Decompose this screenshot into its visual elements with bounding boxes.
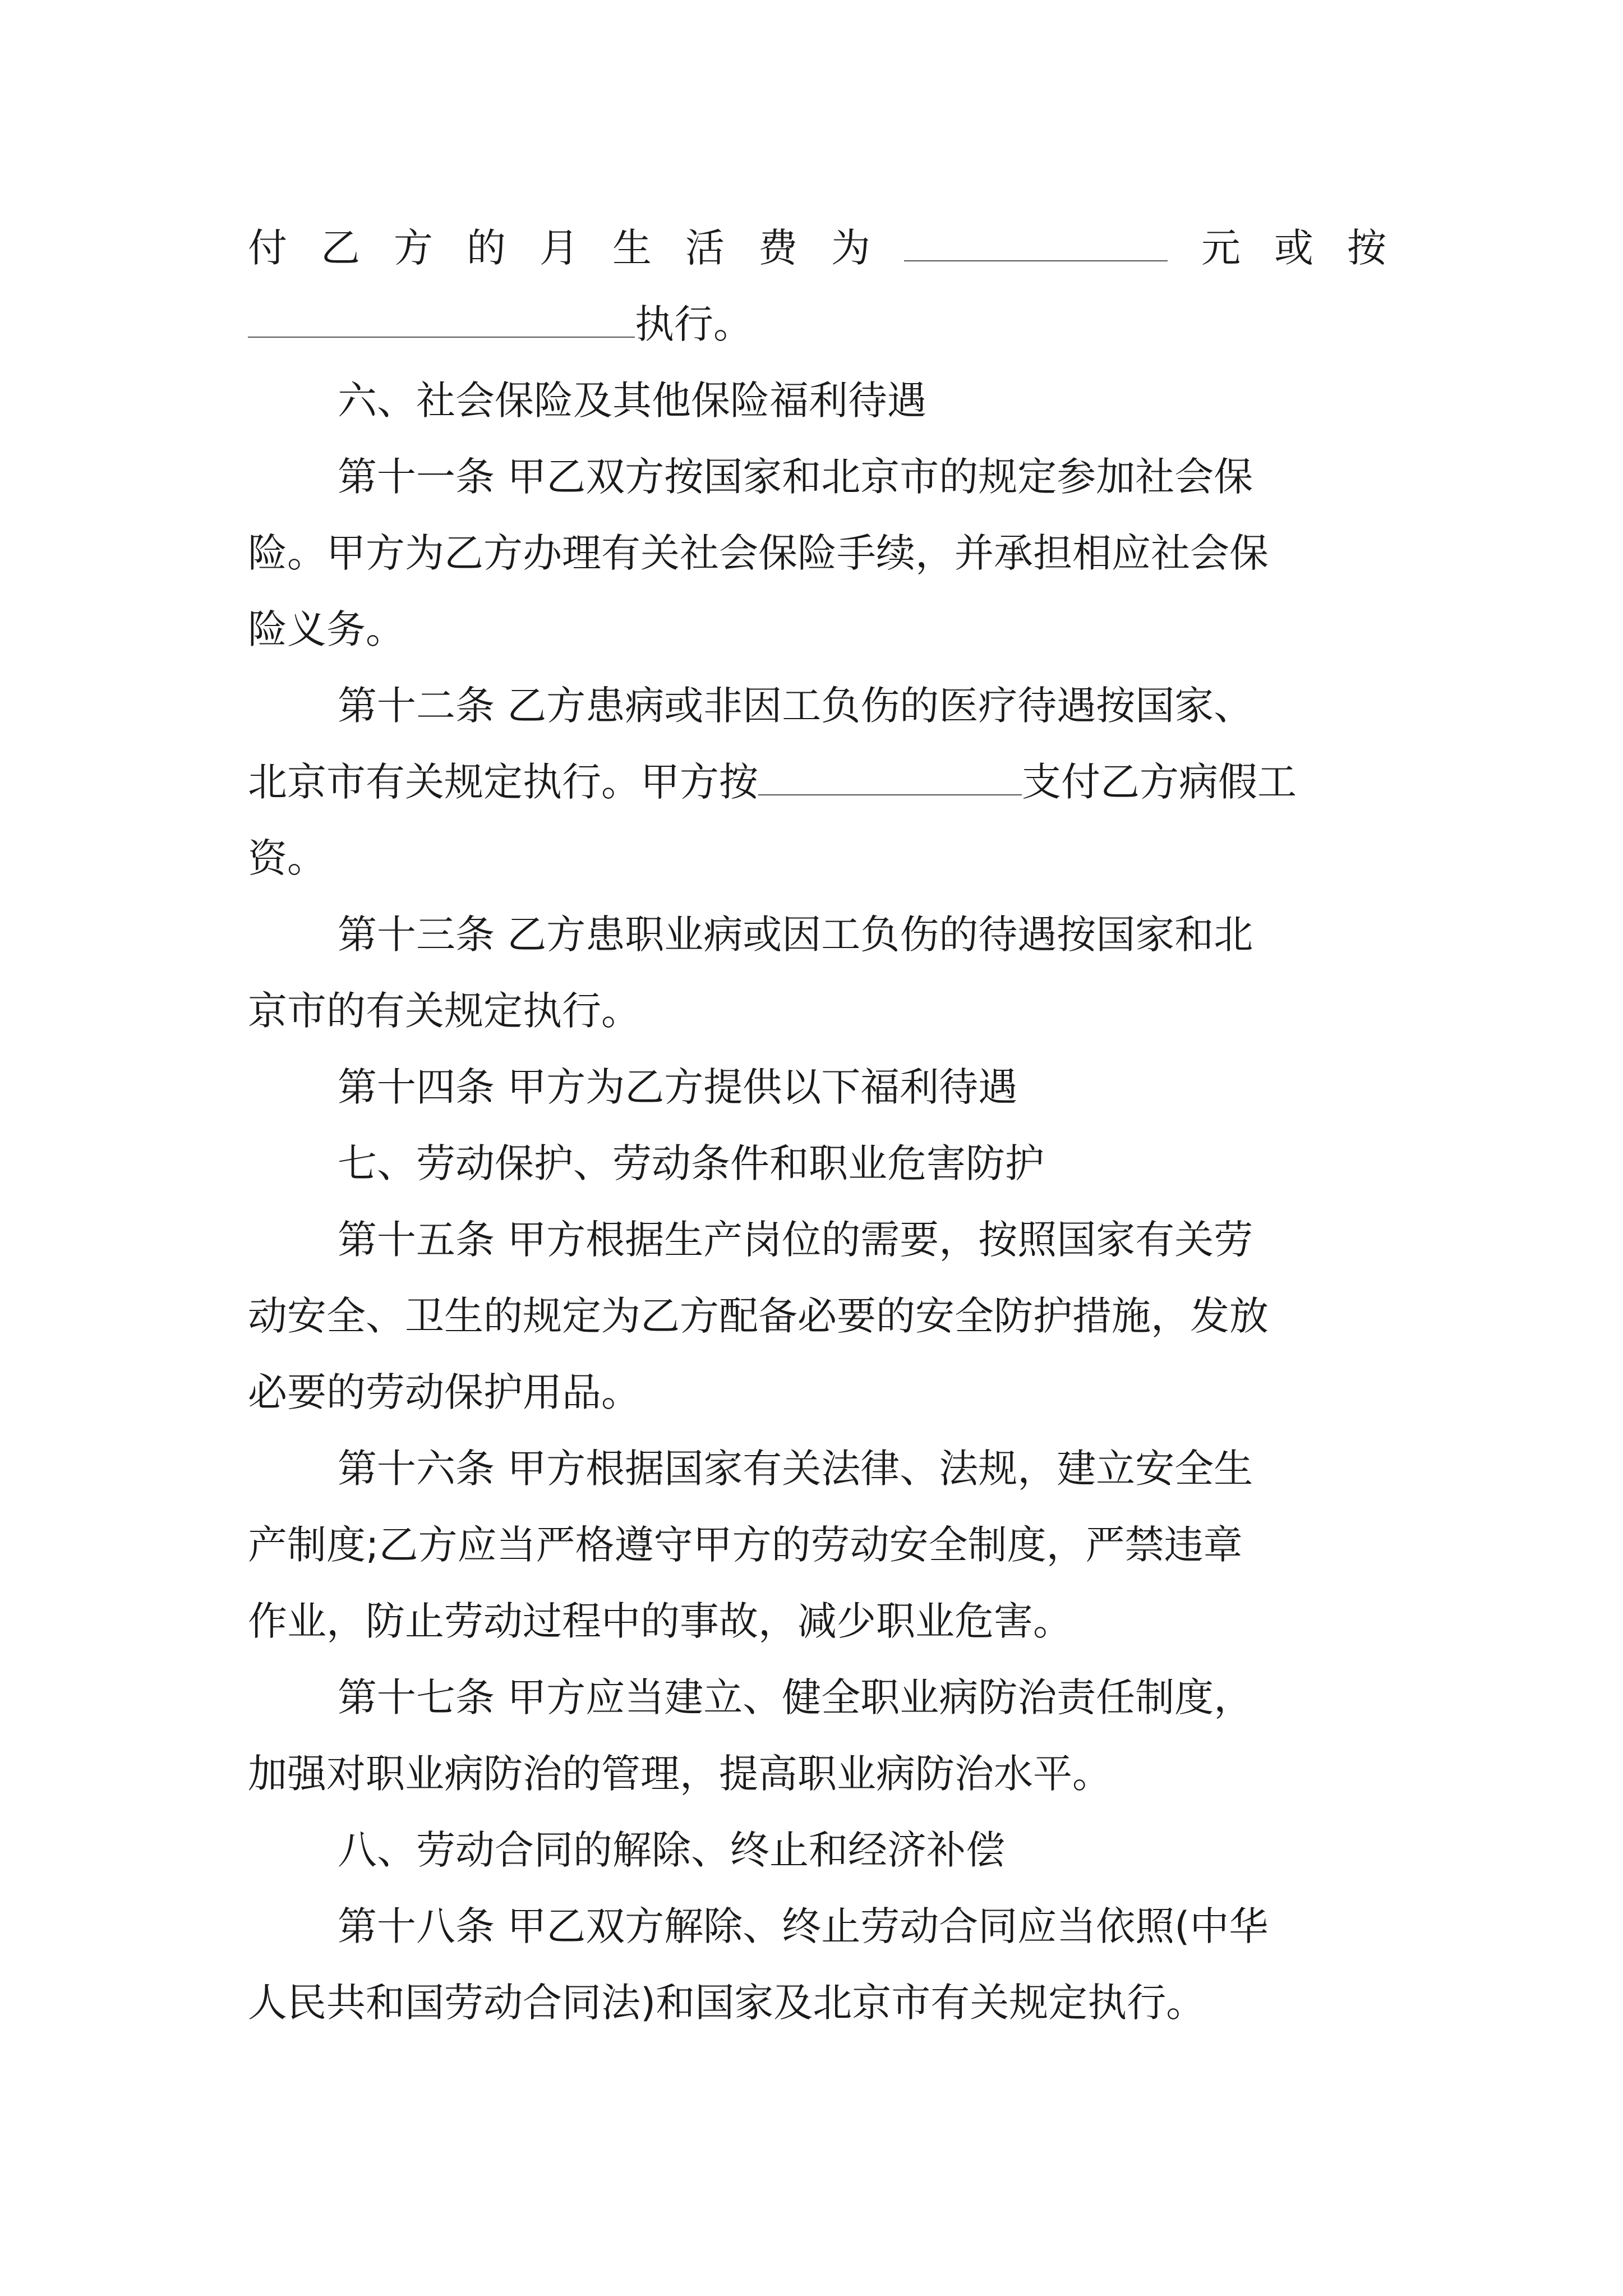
paragraph-line: 第十三条 乙方患职业病或因工负伤的待遇按国家和北: [338, 912, 1253, 958]
text-segment: 支付乙方病假工: [1022, 759, 1297, 805]
paragraph-line: 资。: [248, 835, 326, 881]
paragraph-line: 人民共和国劳动合同法)和国家及北京市有关规定执行。: [248, 1980, 1206, 2026]
paragraph-line: 第十五条 甲方根据生产岗位的需要，按照国家有关劳: [338, 1217, 1253, 1263]
text-char: 或: [1274, 225, 1313, 271]
paragraph-line: 作业，防止劳动过程中的事故，减少职业危害。: [248, 1598, 1072, 1644]
paragraph-line: 京市的有关规定执行。: [248, 988, 640, 1034]
paragraph-line: 第十四条 甲方为乙方提供以下福利待遇: [338, 1064, 1018, 1110]
paragraph-line: 第十一条 甲乙双方按国家和北京市的规定参加社会保: [338, 454, 1253, 500]
paragraph-line: 必要的劳动保护用品。: [248, 1369, 640, 1415]
text-line: [248, 210, 1386, 286]
fill-in-blank: [248, 304, 635, 338]
text-char: 活: [685, 225, 725, 271]
section-heading: 八、劳动合同的解除、终止和经济补偿: [338, 1827, 1005, 1873]
text-char: 方: [394, 225, 433, 271]
paragraph-line: 第十七条 甲方应当建立、健全职业病防治责任制度，: [338, 1674, 1253, 1720]
text-segment: 北京市有关规定执行。甲方按: [248, 759, 758, 805]
text-char: 元: [1201, 225, 1241, 271]
text-char: 乙: [321, 225, 360, 271]
text-segment: 执行。: [635, 301, 753, 347]
section-heading: 七、劳动保护、劳动条件和职业危害防护: [338, 1140, 1044, 1186]
paragraph-line: [248, 744, 1386, 820]
text-char: 按: [1347, 225, 1386, 271]
section-heading: 六、社会保险及其他保险福利待遇: [338, 378, 926, 424]
paragraph-line: 动安全、卫生的规定为乙方配备必要的安全防护措施，发放: [248, 1293, 1269, 1339]
text-char: 费: [758, 225, 797, 271]
paragraph-line: 加强对职业病防治的管理，提高职业病防治水平。: [248, 1751, 1112, 1797]
paragraph-line: 第十二条 乙方患病或非因工负伤的医疗待遇按国家、: [338, 683, 1253, 729]
paragraph-line: 险。甲方为乙方办理有关社会保险手续，并承担相应社会保: [248, 530, 1269, 576]
text-char: 月: [540, 225, 579, 271]
fill-in-blank: [758, 762, 1022, 795]
paragraph-line: 产制度;乙方应当严格遵守甲方的劳动安全制度，严禁违章: [248, 1522, 1243, 1568]
text-char: 为: [831, 225, 870, 271]
text-line: [248, 286, 1386, 362]
text-char: 生: [612, 225, 652, 271]
text-char: 付: [248, 225, 287, 271]
text-char: 的: [467, 225, 506, 271]
paragraph-line: 第十八条 甲乙双方解除、终止劳动合同应当依照(中华: [338, 1903, 1269, 1949]
paragraph-line: 第十六条 甲方根据国家有关法律、法规，建立安全生: [338, 1446, 1253, 1492]
fill-in-blank: [904, 228, 1168, 261]
paragraph-line: 险义务。: [248, 606, 405, 652]
